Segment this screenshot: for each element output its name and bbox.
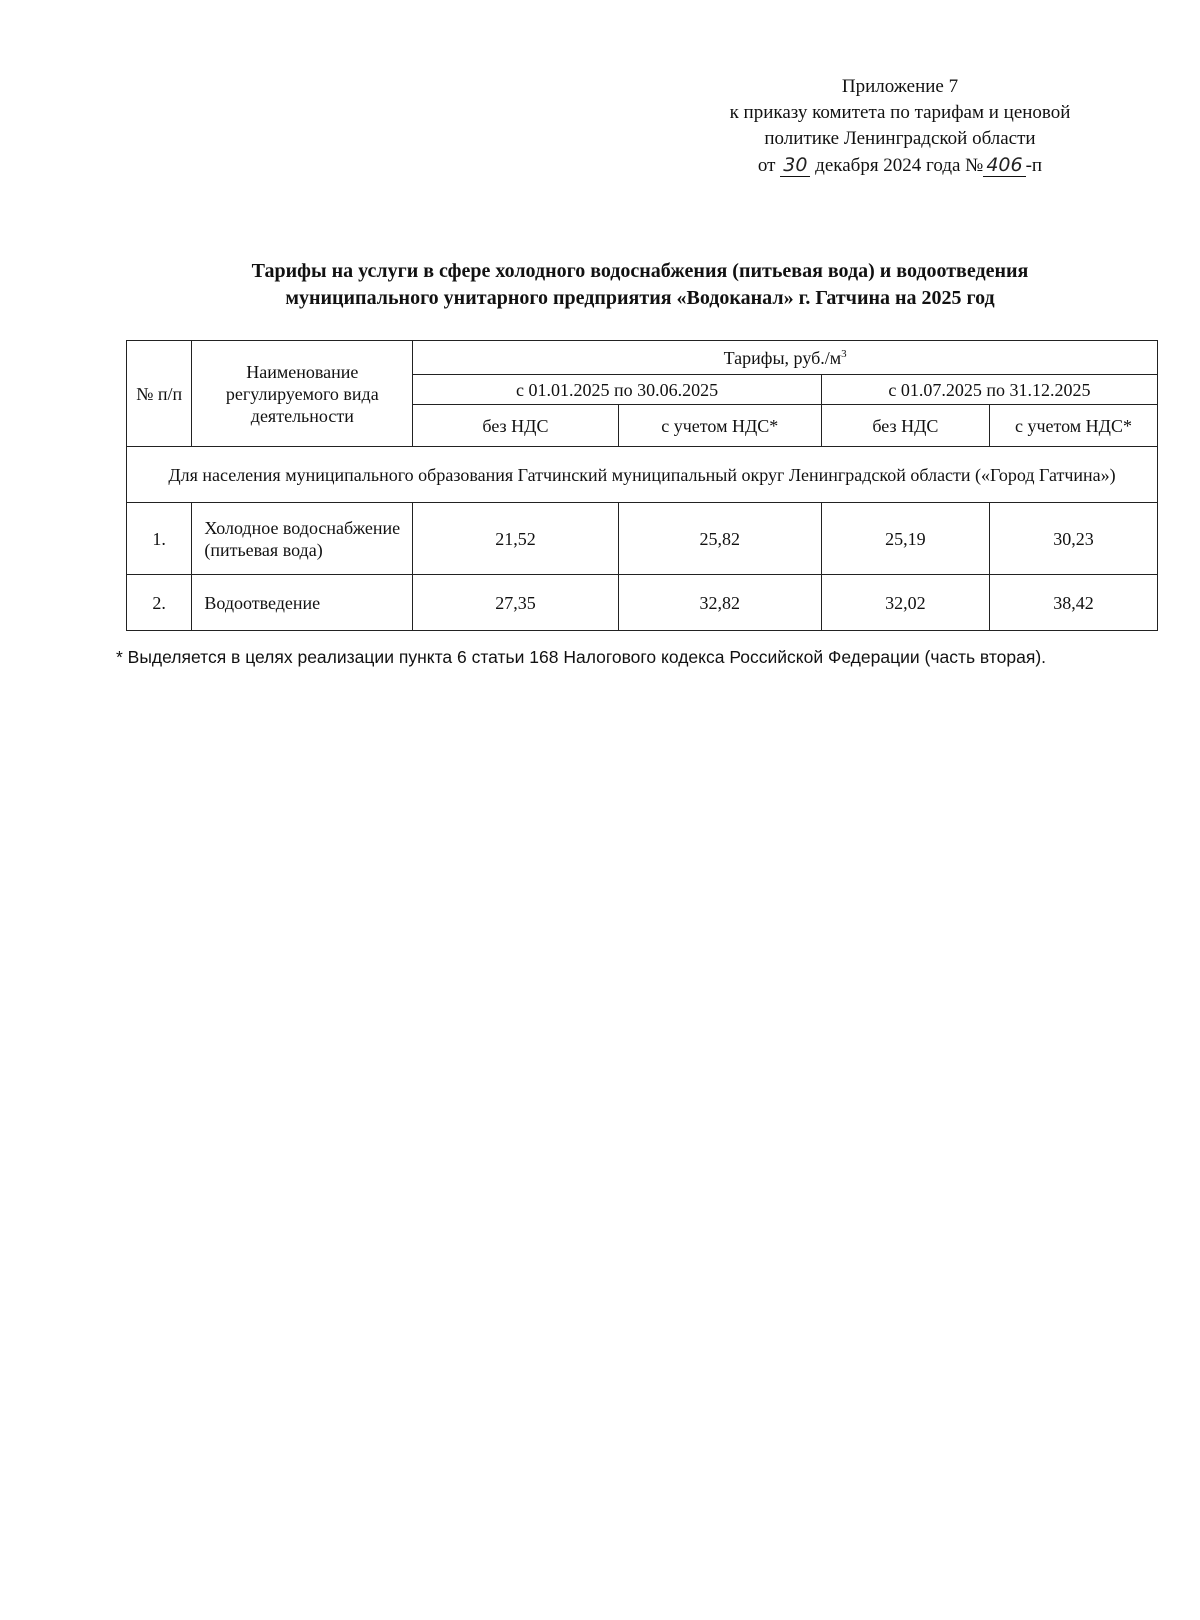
table-row — [127, 575, 1158, 631]
group-row-population: Для населения муниципального образования Гатчинский муниципальный округ Ленинградской области («Город Гатчина») — [127, 447, 1158, 503]
row-num: 2. — [127, 575, 192, 631]
header-p1-with-vat: с учетом НДС* — [618, 405, 821, 447]
row-p2-no-vat: 25,19 — [821, 503, 989, 575]
footnote: * Выделяется в целях реализации пункта 6 статьи 168 Налогового кодекса Российской Федерации (часть вторая). — [116, 647, 1047, 667]
row-activity: Водоотведение — [192, 575, 413, 631]
row-p1-with-vat: 25,82 — [618, 503, 821, 575]
date-prefix: от — [757, 155, 776, 176]
date-middle: декабря 2024 года № — [815, 155, 984, 176]
row-p1-no-vat: 27,35 — [413, 575, 618, 631]
row-p2-with-vat: 38,42 — [989, 575, 1157, 631]
document-title — [120, 258, 1160, 312]
title-line-1: Тарифы на услуги в сфере холодного водоснабжения (питьевая вода) и водоотведения — [251, 260, 1029, 282]
header-tariffs-label: Тарифы, руб./м — [723, 347, 842, 368]
row-num: 1. — [127, 503, 192, 575]
appendix-line-1: Приложение 7 — [841, 76, 959, 97]
handwritten-day: 30 — [780, 154, 810, 177]
handwritten-number: 406 — [983, 154, 1025, 177]
row-p1-with-vat: 32,82 — [618, 575, 821, 631]
number-suffix: -п — [1025, 155, 1043, 176]
table-row — [127, 503, 1158, 575]
appendix-line-3: политике Ленинградской области — [764, 128, 1036, 149]
header-p2-no-vat: без НДС — [821, 405, 989, 447]
row-p1-no-vat: 21,52 — [413, 503, 618, 575]
appendix-date-line — [660, 152, 1140, 179]
header-p2-with-vat: с учетом НДС* — [989, 405, 1157, 447]
header-p1-no-vat: без НДС — [413, 405, 618, 447]
row-p2-with-vat: 30,23 — [989, 503, 1157, 575]
tariffs-table — [126, 340, 1158, 631]
title-line-2: муниципального унитарного предприятия «Водоканал» г. Гатчина на 2025 год — [285, 287, 995, 309]
appendix-line-2: к приказу комитета по тарифам и ценовой — [729, 102, 1071, 123]
row-p2-no-vat: 32,02 — [821, 575, 989, 631]
header-num: № п/п — [127, 341, 192, 447]
header-tariffs-unit-sup: 3 — [841, 347, 847, 360]
header-activity-name: Наименование регулируемого вида деятельности — [192, 341, 413, 447]
header-period-1: с 01.01.2025 по 30.06.2025 — [413, 375, 822, 405]
row-activity: Холодное водоснабжение (питьевая вода) — [192, 503, 413, 575]
header-period-2: с 01.07.2025 по 31.12.2025 — [821, 375, 1157, 405]
header-tariffs — [413, 341, 1158, 375]
appendix-header — [660, 74, 1140, 179]
